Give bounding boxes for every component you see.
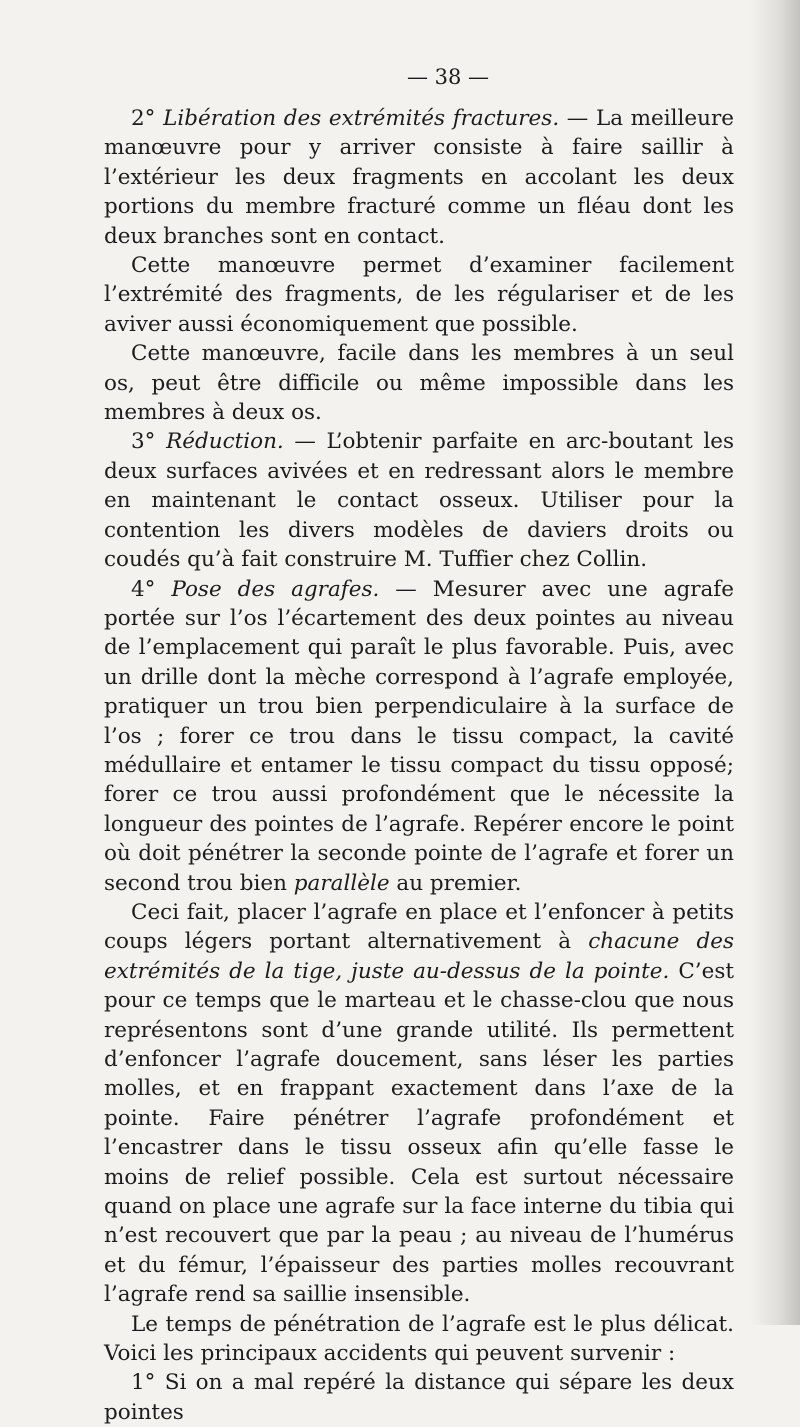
emphasis-text: chacune des extrémités de la tige, juste au-dessus de la pointe. (104, 929, 734, 984)
paragraph-reduction (104, 427, 734, 574)
section-title: Réduction. (166, 429, 284, 455)
em-dash: — (566, 106, 589, 131)
paragraph-manoeuvre-membres (104, 339, 734, 427)
paragraph-text: au premier. (396, 870, 522, 896)
section-number: 3° (131, 429, 156, 455)
section-number: 4° (131, 576, 156, 602)
paragraph-text: Cette manœuvre permet d’examiner facilement l’extrémité des fragments, de les régulariser et de les aviver aussi économiquement que possible. (104, 253, 734, 337)
section-number: 2° (131, 106, 156, 131)
em-dash: — (395, 576, 417, 602)
paragraph-text: Mesurer avec une agrafe portée sur l’os l’écartement des deux pointes au niveau de l’emplacement qui paraît le plus favorable. Puis, avec un drille dont la mèche correspond à l’agrafe employée, pratiquer un trou bien perpendiculaire à la surface de l’os ; forer ce trou dans le tissu compact, la cavité médullaire et entamer le tissu compact du tissu opposé; forer ce trou aussi profondément que le nécessite la longueur des pointes de l’agrafe. Repérer encore le point où doit pénétrer la seconde pointe de l’agrafe et forer un second trou bien (104, 576, 734, 896)
paragraph-text: Le temps de pénétration de l’agrafe est le plus délicat. Voici les principaux accidents qui peuvent survenir : (104, 1311, 734, 1367)
paragraph-text: Cette manœuvre, facile dans les membres à un seul os, peut être difficile ou même impossible dans les membres à deux os. (104, 341, 734, 426)
paragraph-ceci-fait (104, 898, 734, 1310)
book-page (104, 62, 734, 1427)
paragraph-pose-agrafes (104, 575, 734, 898)
page-edge-shadow (750, 0, 800, 1325)
paragraph-text: La meilleure manœuvre pour y arriver consiste à faire saillir à l’extérieur les deux fragments en accolant les deux portions du membre fracturé comme un fléau dont les deux branches sont en contact. (104, 106, 734, 249)
paragraph-accident-1 (104, 1368, 734, 1427)
paragraph-manoeuvre-examiner (104, 251, 734, 339)
emphasis-text: parallèle (293, 870, 390, 896)
page-number: — 38 — (406, 65, 490, 89)
paragraph-text: Si on a mal repéré la distance qui sépare les deux pointes (104, 1370, 734, 1425)
section-number: 1° (131, 1370, 156, 1396)
section-title: Libération des extrémités fractures. (163, 106, 560, 131)
paragraph-liberation (104, 104, 734, 251)
paragraph-text: C’est pour ce temps que le marteau et le chasse-clou que nous représentons sont d’une grande utilité. Ils permettent d’enfoncer l’agrafe doucement, sans léser les parties molles, et en frappant exactement dans l’axe de la pointe. Faire pénétrer l’agrafe profondément et l’encastrer dans le tissu osseux afin qu’elle fasse le moins de relief possible. Cela est surtout nécessaire quand on place une agrafe sur la face interne du tibia qui n’est recouvert que par la peau ; au niveau de l’humérus et du fémur, l’épaisseur des parties molles recouvrant l’agrafe rend sa saillie insensible. (104, 958, 734, 1308)
paragraph-temps-penetration (104, 1310, 734, 1369)
paragraph-text: Ceci fait, placer l’agrafe en place et l’enfoncer à petits coups légers portant alternativement à (104, 899, 734, 955)
paragraph-text: L’obtenir parfaite en arc-boutant les deux surfaces avivées et en redressant alors le membre en maintenant le contact osseux. Utiliser pour la contention les divers modèles de daviers droits ou coudés qu’à fait construire M. Tuffier chez Collin. (104, 429, 734, 573)
section-title: Pose des agrafes. (171, 576, 380, 602)
em-dash: — (294, 429, 316, 455)
